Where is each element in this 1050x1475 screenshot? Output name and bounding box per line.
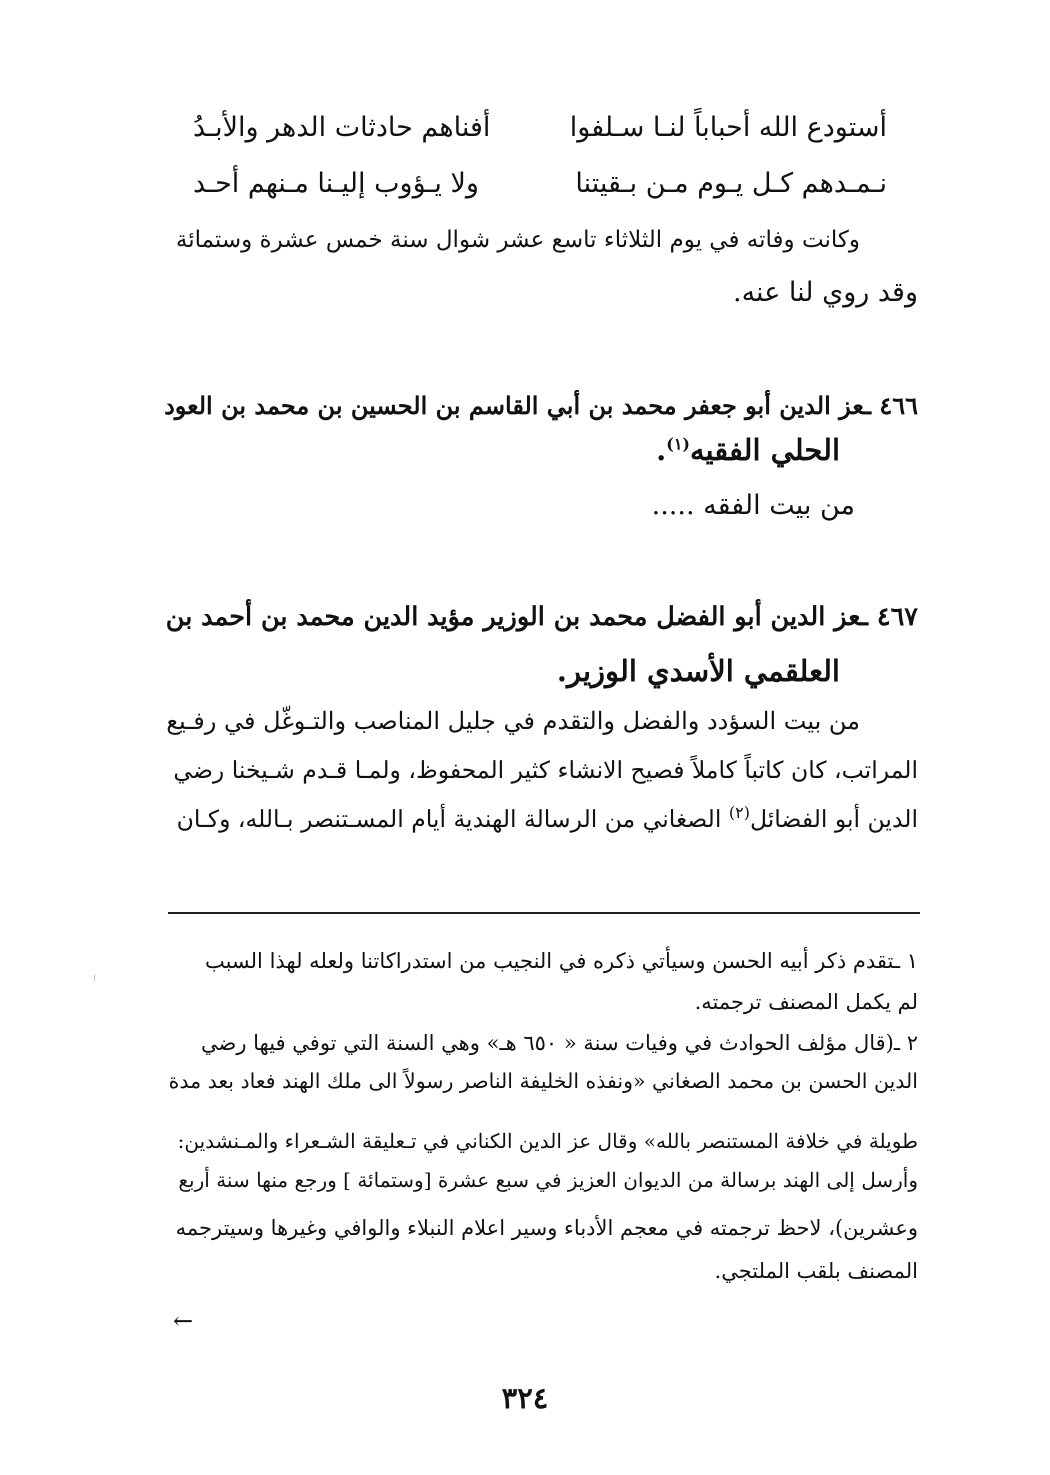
page-number: ٣٢٤ — [501, 1381, 549, 1415]
entry-467-heading-text: عز الدين أبو الفضل محمد بن الوزير مؤيد الدين محمد بن أحمد بن — [165, 602, 861, 632]
entry-466-heading-line-2 — [656, 425, 840, 475]
entry-466-number: ٤٦٦ ـ — [863, 391, 918, 420]
footnote-2-line-5: وعشرين)، لاحظ ترجمته في معجم الأدباء وسير اعلام النبلاء والوافي وغيرها وسيترجمه — [175, 1216, 918, 1240]
footnote-2-line-2: الدين الحسن بن محمد الصغاني «ونفذه الخليفة الناصر رسولاً الى ملك الهند فعاد بعد مدة — [168, 1069, 918, 1093]
poem-verse-2 — [165, 161, 917, 207]
footnote-1-line-2: لم يكمل المصنف ترجمته. — [694, 990, 918, 1014]
death-note-line-1: وكانت وفاته في يوم الثلاثاء تاسع عشر شوال سنة خمس عشرة وستمائة — [175, 227, 860, 253]
entry-466-heading-line-1 — [164, 381, 918, 431]
poem-verse-2-first-hemistich: نـمـدهم كـل يـوم مـن بـقيتنا — [575, 168, 887, 199]
death-note-line-2: وقد روي لنا عنه. — [733, 277, 918, 308]
footnote-ref-1: (١) — [666, 434, 690, 454]
footnote-2-line-4: وأرسل إلى الهند برسالة من الديوان العزيز في سبع عشرة [وستمائة ] ورجع منها سنة أربع — [178, 1168, 918, 1192]
footnote-ref-2: (٢) — [728, 803, 750, 823]
entry-467-heading-line-2: العلقمي الأسدي الوزير. — [556, 654, 840, 688]
footnote-1-line-1: ١ ـتقدم ذكر أبيه الحسن وسيأتي ذكره في النجيب من استدراكاتنا ولعله لهذا السبب — [204, 949, 918, 973]
entry-467-body-line-3-end: الصغاني من الرسالة الهندية أيام المسـتنصر بـالله، وكـان — [176, 805, 729, 833]
entry-467-body-line-1: من بيت السؤدد والفضل والتقدم في جليل المناصب والتـوغّل في رفـيع — [166, 707, 860, 735]
continuation-arrow-icon: ← — [173, 1307, 194, 1335]
entry-466-heading-period: . — [656, 433, 667, 467]
entry-466-heading-text: عز الدين أبو جعفر محمد بن أبي القاسم بن الحسين بن محمد بن العود — [164, 391, 864, 420]
entry-467-body-line-2: المراتب، كان كاتباً كاملاً فصيح الانشاء كثير المحفوظ، ولمـا قـدم شـيخنا رضي — [173, 756, 918, 784]
scan-speck — [94, 975, 95, 981]
entry-466-body: من بيت الفقه ..... — [651, 490, 855, 521]
entry-467-heading-line-1 — [166, 592, 918, 642]
entry-467-number: ٤٦٧ ـ — [860, 602, 918, 632]
footnote-2-line-3: طويلة في خلافة المستنصر بالله» وقال عز الدين الكناني في تـعليقة الشـعراء والمـنشدين: — [177, 1129, 918, 1153]
footnote-2-line-6: المصنف بلقب الملتجي. — [714, 1259, 918, 1283]
poem-verse-2-second-hemistich: ولا يـؤوب إليـنا مـنهم أحـد — [193, 168, 479, 199]
poem-verse-1-first-hemistich: أستودع الله أحباباً لنـا سـلفوا — [569, 112, 887, 143]
poem-verse-1-second-hemistich: أفناهم حادثات الدهر والأبـدُ — [193, 112, 491, 143]
poem-verse-1 — [165, 105, 917, 151]
footnote-separator-rule — [168, 912, 920, 914]
entry-466-heading-name: الحلي الفقيه — [689, 433, 840, 467]
entry-467-body-line-3-start: الدين أبو الفضائل — [749, 805, 918, 833]
footnote-2-line-1: ٢ ـ(قال مؤلف الحوادث في وفيات سنة « ٦٥٠ هـ» وهي السنة التي توفي فيها رضي — [201, 1031, 918, 1055]
entry-467-body-line-3 — [177, 796, 918, 842]
